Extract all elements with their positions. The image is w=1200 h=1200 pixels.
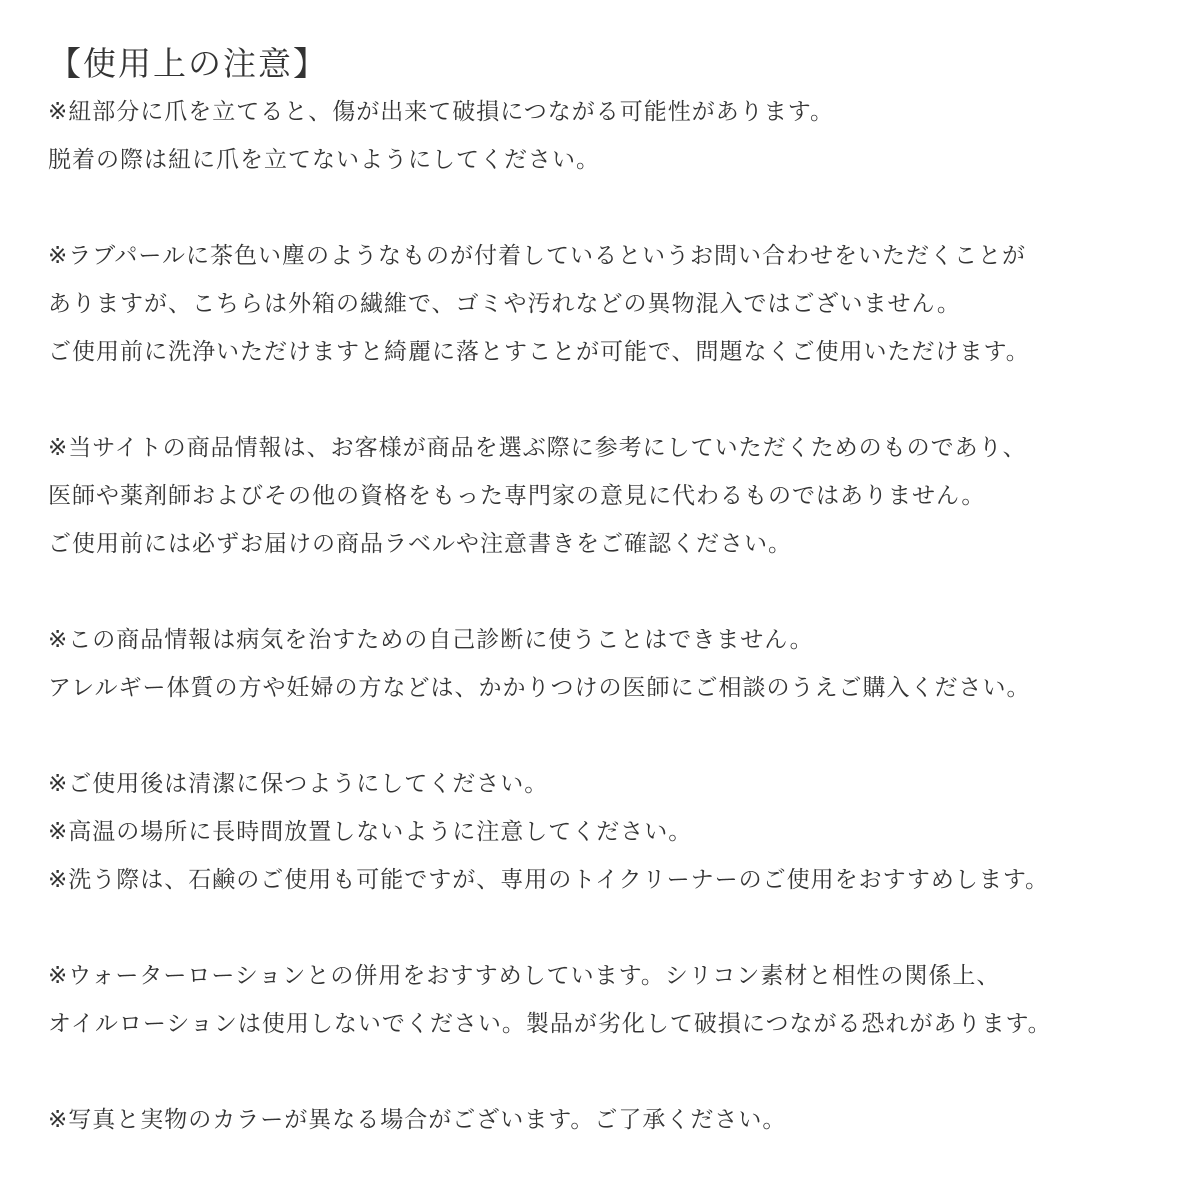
text-line: ありますが、こちらは外箱の繊維で、ゴミや汚れなどの異物混入ではございません。 (48, 291, 961, 317)
text-line: ※この商品情報は病気を治すための自己診断に使うことはできません。 (48, 627, 814, 653)
text-line: ※洗う際は、石鹸のご使用も可能ですが、専用のトイクリーナーのご使用をおすすめします。 (48, 867, 1050, 893)
text-line: ※紐部分に爪を立てると、傷が出来て破損につながる可能性があります。 (48, 99, 834, 125)
paragraph-lotion (48, 952, 1158, 1048)
page-title: 【使用上の注意】 (48, 44, 328, 83)
paragraph-spacer (48, 568, 1158, 616)
text-line: ※当サイトの商品情報は、お客様が商品を選ぶ際に参考にしていただくためのものであり、 (48, 435, 1027, 461)
text-line: 脱着の際は紐に爪を立てないようにしてください。 (48, 147, 600, 173)
paragraph-string-damage (48, 88, 1158, 184)
text-line: ご使用前には必ずお届けの商品ラベルや注意書きをご確認ください。 (48, 531, 792, 557)
paragraph-dust-fibers (48, 232, 1158, 376)
text-line: ※ラブパールに茶色い塵のようなものが付着しているというお問い合わせをいただくことが (48, 243, 1026, 269)
text-line: オイルローションは使用しないでください。製品が劣化して破損につながる恐れがあります。 (48, 1011, 1052, 1037)
text-line: アレルギー体質の方や妊婦の方などは、かかりつけの医師にご相談のうえご購入ください。 (48, 675, 1031, 701)
paragraph-spacer (48, 1048, 1158, 1096)
paragraph-self-diagnosis (48, 616, 1158, 712)
text-line: ご使用前に洗浄いただけますと綺麗に落とすことが可能で、問題なくご使用いただけます。 (48, 339, 1030, 365)
paragraph-care (48, 760, 1158, 904)
paragraph-spacer (48, 184, 1158, 232)
text-line: ※ウォーターローションとの併用をおすすめしています。シリコン素材と相性の関係上、 (48, 963, 1001, 989)
text-line: ※写真と実物のカラーが異なる場合がございます。ご了承ください。 (48, 1107, 787, 1133)
text-line: ※高温の場所に長時間放置しないように注意してください。 (48, 819, 693, 845)
paragraph-spacer (48, 904, 1158, 952)
paragraph-spacer (48, 376, 1158, 424)
paragraph-product-info (48, 424, 1158, 568)
text-line: 医師や薬剤師およびその他の資格をもった専門家の意見に代わるものではありません。 (48, 483, 986, 509)
paragraph-color-note (48, 1096, 1158, 1144)
caution-notice (48, 40, 1158, 1144)
text-line: ※ご使用後は清潔に保つようにしてください。 (48, 771, 549, 797)
paragraph-spacer (48, 712, 1158, 760)
